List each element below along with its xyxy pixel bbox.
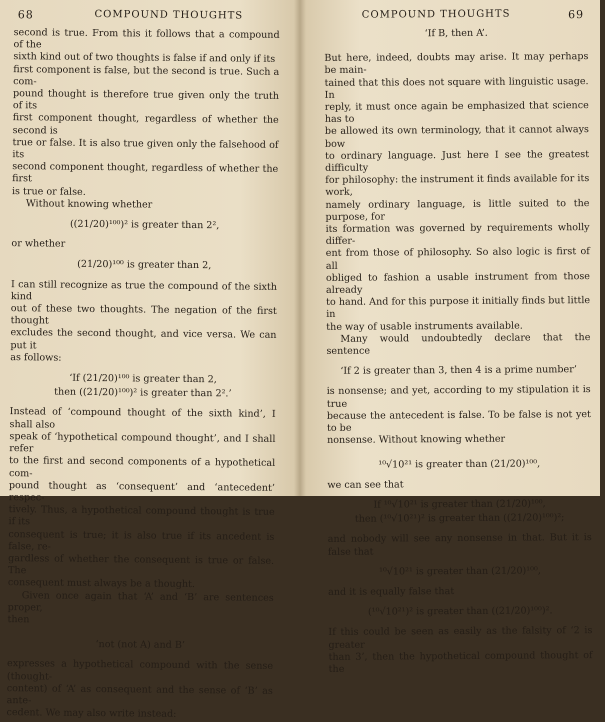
text-line: first component is false, but the second is true. Such a com- bbox=[13, 63, 280, 88]
left-paragraph-5 bbox=[6, 658, 273, 722]
formula: then (¹⁰√10²¹)² is greater than ((21/20)¹⁰⁰)²; bbox=[354, 512, 565, 525]
text-line: be allowed its own terminology, that it cannot always bow bbox=[324, 124, 589, 150]
formula: ¹⁰√10²¹ is greater than (21/20)¹⁰⁰, bbox=[378, 457, 541, 471]
text-line: consequent is true; it is also true if its ancedent is false, re- bbox=[8, 528, 275, 553]
formula: (¹⁰√10²¹)² is greater than ((21/20)¹⁰⁰)². bbox=[367, 605, 553, 618]
text-line: speak of ‘hypothetical compound thought’, and I shall refer bbox=[9, 431, 276, 455]
text-line: ent from those of philosophy. So also logic is first of all bbox=[325, 246, 590, 272]
text-line: tained that this does not square with linguistic usage. In bbox=[324, 75, 589, 101]
text-line: I can still recognize as true the compound of the sixth kind bbox=[10, 278, 278, 303]
text-line: excludes the second thought, and vice versa. We can put it bbox=[10, 327, 277, 352]
left-paragraph-3 bbox=[8, 407, 276, 593]
text-line: pound thought is therefore true given only the truth of its bbox=[12, 88, 280, 112]
text-line: second component thought, regardless of whether the first bbox=[12, 161, 279, 185]
formula: If ¹⁰√10²¹ is greater than (21/20)¹⁰⁰, bbox=[373, 498, 546, 511]
text-line: content) of ‘A’ as consequent and the sense of ‘B’ as ante- bbox=[6, 682, 273, 707]
text-line: But here, indeed, doubts may arise. It may perhaps be main- bbox=[324, 51, 589, 77]
text-line: reply, it must once again be emphasized that science has to bbox=[324, 100, 589, 126]
text-line: to the first and second components of a hypothetical com- bbox=[8, 455, 276, 479]
left-page-body bbox=[6, 27, 280, 721]
text-line: nonsense. Without knowing whether bbox=[327, 433, 506, 447]
right-page bbox=[302, 0, 603, 675]
formula: ((21/20)¹⁰⁰)² is greater than 2², bbox=[69, 218, 220, 232]
right-paragraph-5 bbox=[328, 625, 592, 676]
text-line: for philosophy: the instrument it finds available for its work, bbox=[325, 173, 590, 199]
left-paragraph-1 bbox=[12, 27, 280, 201]
text-line: is nonsense; and yet, according to my stipulation it is true bbox=[326, 384, 591, 410]
right-running-head bbox=[302, 8, 600, 24]
left-running-head bbox=[0, 8, 298, 25]
text-line: namely ordinary language, is little suited to the purpose, for bbox=[325, 197, 590, 223]
text-line: its formation was governed by requirements wholly differ- bbox=[325, 222, 590, 248]
left-page-number: 68 bbox=[17, 8, 34, 22]
formula: then ((21/20)¹⁰⁰)² is greater than 2².’ bbox=[54, 386, 232, 400]
text-line: we can see that bbox=[327, 479, 404, 491]
text-line: obliged to fashion a usable instrument from those already bbox=[325, 270, 590, 296]
formula: ¹⁰√10²¹ is greater than (21/20)¹⁰⁰, bbox=[379, 565, 541, 578]
text-line: consequent must always be a thought. bbox=[7, 577, 196, 591]
text-line: because the antecedent is false. To be false is not yet to be bbox=[326, 408, 591, 435]
text-line: pound thought as ‘consequent’ and ‘antecedent’ respec- bbox=[8, 479, 275, 504]
right-paragraph-1 bbox=[324, 51, 590, 334]
text-line: to hand. And for this purpose it initially finds but little in bbox=[326, 295, 591, 321]
text-line: Without knowing whether bbox=[25, 198, 153, 211]
text-line: sixth kind out of two thoughts is false if and only if its bbox=[13, 51, 276, 66]
text-line: and nobody will see any nonsense in that. But it is false that bbox=[327, 532, 592, 558]
text-line: Instead of ‘compound thought of the sixth kind’, I shall also bbox=[9, 406, 276, 431]
right-paragraph-3 bbox=[327, 385, 591, 448]
text-line: true or false. It is also true given only the falsehood of its bbox=[12, 136, 279, 161]
text-line: gardless of whether the consequent is true or false. The bbox=[7, 553, 275, 577]
formula: (21/20)¹⁰⁰ is greater than 2, bbox=[77, 259, 212, 272]
text-line: If this could be seen as easily as the falsity of ‘2 is greater bbox=[328, 625, 593, 651]
text-line: cedent. We may also write instead: bbox=[6, 707, 177, 721]
formula: ‘If 2 is greater than 3, then 4 is a prime number’ bbox=[340, 364, 577, 378]
text-line: to ordinary language. Just here I see the greatest difficulty bbox=[325, 148, 590, 174]
text-line: as follows: bbox=[10, 352, 62, 364]
text-line: is true or false. bbox=[11, 185, 86, 198]
formula: ‘not (not A) and B’ bbox=[95, 639, 186, 652]
text-line: Given once again that ‘A’ and ‘B’ are sentences proper, bbox=[7, 589, 274, 614]
text-line: second is true. From this it follows that a compound of the bbox=[13, 27, 280, 51]
right-page-body bbox=[324, 27, 593, 675]
formula: ‘If (21/20)¹⁰⁰ is greater than 2, bbox=[69, 372, 217, 386]
text-line: or whether bbox=[11, 238, 66, 250]
text-line: and it is equally false that bbox=[328, 585, 455, 598]
text-line: the way of usable instruments available. bbox=[326, 320, 523, 333]
formula: ‘If B, then A’. bbox=[424, 27, 488, 40]
left-page bbox=[0, 0, 298, 721]
text-line: Many would undoubtedly declare that the sentence bbox=[326, 331, 591, 357]
left-paragraph-2 bbox=[10, 279, 277, 367]
text-line: then bbox=[7, 614, 30, 626]
text-line: out of these two thoughts. The negation of the first thought bbox=[10, 303, 277, 327]
text-line: first component thought, regardless of whether the second is bbox=[12, 112, 279, 137]
text-line: tively. Thus, a hypothetical compound thought is true if its bbox=[8, 504, 275, 528]
text-line: expresses a hypothetical compound with the sense (thought- bbox=[6, 658, 274, 683]
right-running-title: COMPOUND THOUGHTS bbox=[361, 8, 511, 21]
text-line: than 3’, then the hypothetical compound thought of the bbox=[328, 649, 593, 675]
right-page-number: 69 bbox=[568, 8, 585, 22]
left-running-title: COMPOUND THOUGHTS bbox=[94, 8, 244, 22]
